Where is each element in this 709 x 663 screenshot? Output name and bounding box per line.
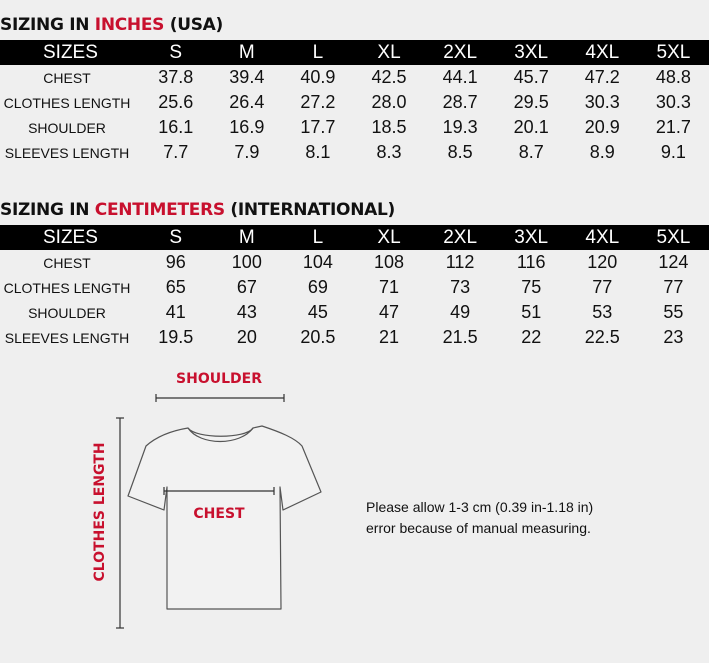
- measurement-value: 29.5: [513, 92, 549, 112]
- table-row: [0, 90, 709, 115]
- centimeters-header-row: [0, 225, 709, 250]
- measurement-label-text: CHEST: [43, 69, 91, 86]
- inches-table-body: [0, 65, 709, 165]
- measurement-value: 104: [302, 252, 333, 272]
- measurement-value: 100: [231, 252, 262, 272]
- measurement-value: 53: [592, 302, 613, 322]
- measurement-value: 27.2: [300, 92, 336, 112]
- size-header: 2XL: [425, 40, 496, 65]
- measurement-value: 16.9: [229, 117, 265, 137]
- note-line-1: Please allow 1-3 cm (0.39 in-1.18 in): [366, 499, 594, 515]
- measurement-value: 26.4: [229, 92, 265, 112]
- measurement-value: 71: [379, 277, 400, 297]
- table-row: [0, 140, 709, 165]
- measurement-value: 30.3: [655, 92, 691, 112]
- inches-header-label: SIZES: [0, 40, 140, 65]
- size-header: 5XL: [638, 40, 709, 65]
- size-header: L: [282, 225, 353, 250]
- measurement-note: [366, 497, 593, 539]
- measurement-value: 67: [236, 277, 257, 297]
- measurement-value: 8.3: [376, 142, 402, 162]
- table-row: [0, 65, 709, 90]
- measurement-value: 20.5: [300, 327, 336, 347]
- measurement-label: [0, 300, 140, 325]
- measurement-value: 39.4: [229, 67, 265, 87]
- measurement-value: 20.1: [513, 117, 549, 137]
- measurement-value: 22: [521, 327, 542, 347]
- measurement-label: [0, 65, 140, 90]
- measurement-value: 8.5: [447, 142, 473, 162]
- size-header: S: [140, 225, 211, 250]
- measurement-value: 30.3: [584, 92, 620, 112]
- table-row: [0, 250, 709, 275]
- measurement-value: 8.7: [518, 142, 544, 162]
- inches-size-table: [0, 40, 709, 165]
- shoulder-label: SHOULDER: [176, 371, 262, 387]
- table-row: [0, 325, 709, 350]
- measurement-value: 23: [663, 327, 684, 347]
- measurement-value: 22.5: [584, 327, 620, 347]
- measurement-value: 42.5: [371, 67, 407, 87]
- measurement-value: 45.7: [513, 67, 549, 87]
- inches-title-accent: INCHES: [94, 15, 165, 35]
- measurement-value: 19.3: [442, 117, 478, 137]
- centimeters-header-label: SIZES: [0, 225, 140, 250]
- shoulder-dimension-line: [156, 394, 284, 402]
- measurement-value: 44.1: [442, 67, 478, 87]
- measurement-value: 96: [165, 252, 186, 272]
- size-header: XL: [353, 225, 424, 250]
- measurement-value: 112: [445, 252, 475, 272]
- measurement-value: 7.7: [163, 142, 189, 162]
- inches-title-suffix: (USA): [164, 15, 223, 35]
- measurement-label: [0, 275, 140, 300]
- tshirt-measurement-diagram: [0, 360, 709, 663]
- size-header: S: [140, 40, 211, 65]
- measurement-value: 21.7: [655, 117, 691, 137]
- size-header: XL: [353, 40, 424, 65]
- size-header: 3XL: [496, 40, 567, 65]
- measurement-value: 49: [450, 302, 471, 322]
- clothes-length-label: CLOTHES LENGTH: [92, 442, 108, 582]
- measurement-value: 40.9: [300, 67, 336, 87]
- measurement-value: 28.0: [371, 92, 407, 112]
- measurement-label: [0, 90, 140, 115]
- measurement-value: 16.1: [158, 117, 194, 137]
- measurement-value: 21.5: [442, 327, 478, 347]
- measurement-value: 45: [307, 302, 328, 322]
- measurement-label-text: SHOULDER: [28, 304, 106, 321]
- inches-section-title: [0, 15, 223, 35]
- inches-header-row: [0, 40, 709, 65]
- size-header: M: [211, 225, 282, 250]
- size-header: M: [211, 40, 282, 65]
- measurement-value: 51: [521, 302, 542, 322]
- size-header: 5XL: [638, 225, 709, 250]
- size-header: 4XL: [567, 225, 638, 250]
- measurement-value: 48.8: [655, 67, 691, 87]
- measurement-value: 7.9: [234, 142, 260, 162]
- measurement-value: 65: [165, 277, 186, 297]
- measurement-value: 116: [516, 252, 546, 272]
- measurement-value: 9.1: [660, 142, 686, 162]
- measurement-label: [0, 140, 140, 165]
- measurement-label: [0, 250, 140, 275]
- measurement-value: 108: [373, 252, 405, 272]
- measurement-value: 19.5: [158, 327, 194, 347]
- note-line-2: error because of manual measuring.: [366, 520, 591, 536]
- measurement-label-text: SLEEVES LENGTH: [4, 144, 130, 161]
- centimeters-size-table: [0, 225, 709, 350]
- measurement-value: 43: [236, 302, 257, 322]
- measurement-label-text: CLOTHES LENGTH: [3, 94, 131, 111]
- size-header: L: [282, 40, 353, 65]
- centimeters-section-title: [0, 200, 395, 220]
- measurement-label: [0, 115, 140, 140]
- centimeters-title-suffix: (INTERNATIONAL): [224, 200, 395, 220]
- measurement-value: 55: [663, 302, 684, 322]
- centimeters-title-accent: CENTIMETERS: [94, 200, 225, 220]
- measurement-label-text: SLEEVES LENGTH: [4, 329, 130, 346]
- measurement-value: 17.7: [300, 117, 336, 137]
- table-row: [0, 275, 709, 300]
- measurement-value: 75: [521, 277, 542, 297]
- table-row: [0, 300, 709, 325]
- measurement-value: 47.2: [584, 67, 620, 87]
- measurement-value: 77: [663, 277, 684, 297]
- measurement-value: 73: [450, 277, 471, 297]
- centimeters-title-prefix: SIZING IN: [0, 200, 95, 220]
- measurement-value: 69: [307, 277, 328, 297]
- measurement-value: 47: [379, 302, 400, 322]
- measurement-value: 124: [658, 252, 689, 272]
- measurement-value: 8.1: [305, 142, 331, 162]
- measurement-value: 18.5: [371, 117, 407, 137]
- measurement-value: 120: [587, 252, 618, 272]
- measurement-value: 37.8: [158, 67, 194, 87]
- size-header: 3XL: [496, 225, 567, 250]
- measurement-value: 77: [592, 277, 613, 297]
- chest-label: CHEST: [193, 506, 245, 522]
- measurement-value: 20: [236, 327, 257, 347]
- measurement-label: [0, 325, 140, 350]
- measurement-value: 8.9: [589, 142, 615, 162]
- measurement-value: 28.7: [442, 92, 478, 112]
- measurement-value: 25.6: [158, 92, 194, 112]
- size-header: 4XL: [567, 40, 638, 65]
- measurement-value: 20.9: [584, 117, 620, 137]
- measurement-value: 21: [379, 327, 400, 347]
- measurement-label-text: SHOULDER: [28, 119, 106, 136]
- length-dimension-line: [116, 418, 124, 628]
- measurement-label-text: CHEST: [43, 254, 91, 271]
- measurement-label-text: CLOTHES LENGTH: [3, 279, 131, 296]
- measurement-value: 41: [165, 302, 186, 322]
- size-header: 2XL: [425, 225, 496, 250]
- table-row: [0, 115, 709, 140]
- centimeters-table-body: [0, 250, 709, 350]
- inches-title-prefix: SIZING IN: [0, 15, 95, 35]
